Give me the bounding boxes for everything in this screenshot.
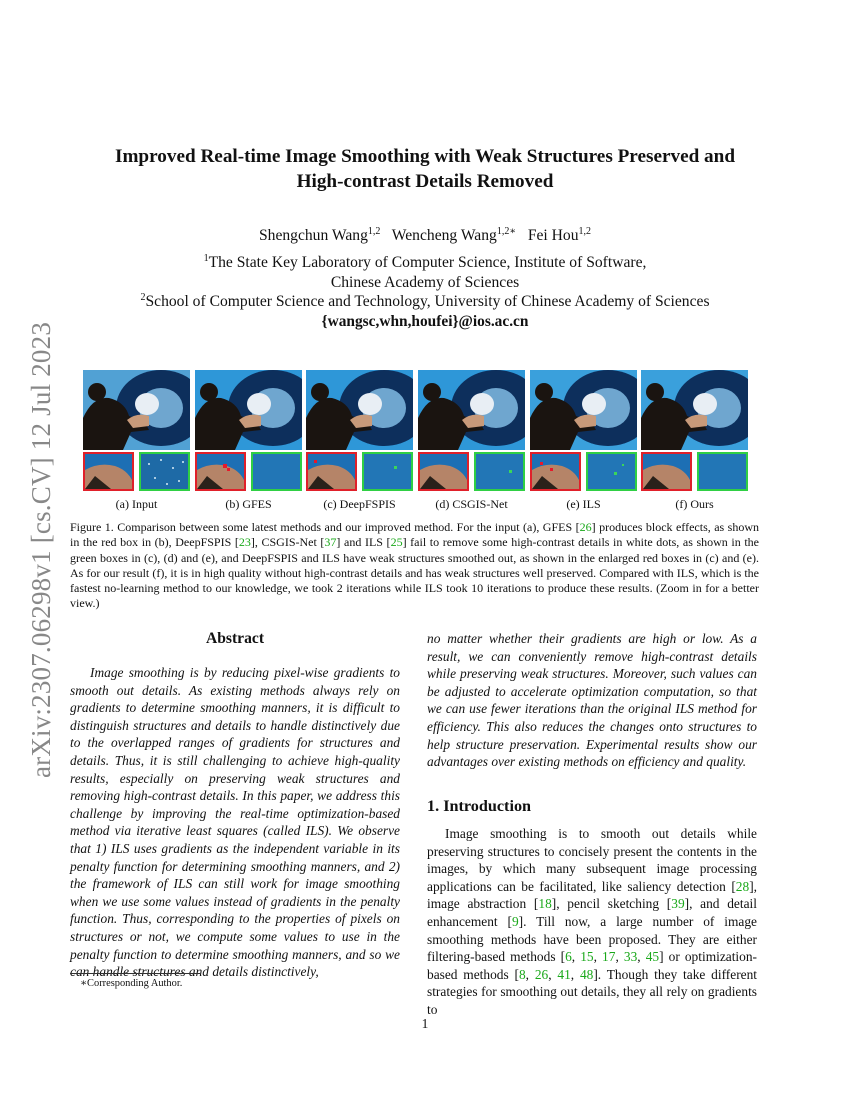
citation-link[interactable]: 48 bbox=[579, 966, 594, 982]
citation-link[interactable]: 15 bbox=[580, 949, 594, 965]
page-number: 1 bbox=[421, 1016, 429, 1031]
author-affiliation-mark: 1,2 bbox=[367, 226, 381, 237]
citation-link[interactable]: 9 bbox=[511, 913, 519, 929]
author-name: Fei Hou bbox=[527, 227, 579, 244]
panel-image bbox=[83, 370, 190, 450]
citation-link[interactable]: 25 bbox=[390, 535, 403, 550]
affiliation-text: The State Key Laboratory of Computer Science, Institute of Software, bbox=[208, 254, 647, 271]
section-heading-introduction: 1. Introduction bbox=[427, 797, 532, 815]
zoom-crop-red bbox=[83, 452, 134, 491]
panel-label: (d) CSGIS-Net bbox=[435, 497, 508, 511]
affiliation-1 bbox=[0, 253, 850, 273]
body-text: Image smoothing is to smooth out details while preserving structures to concisely present the contents in the images, by which many subsequent image processing applications can be facilitated, like saliency detection [ bbox=[427, 826, 757, 894]
body-text: ], and detail enhancement [ bbox=[427, 896, 757, 929]
author-name: Shengchun Wang bbox=[258, 227, 368, 244]
affiliation-mark: 1 bbox=[203, 253, 209, 264]
introduction-text: Image smoothing is to smooth out details while preserving structures to concisely present the contents in the images, by which many subsequent image processing applications can be facilitated, like saliency detection [28], image abstraction [18], pencil sketching [39], and detail enhancement [9]. Till now, a large number of image smoothing methods have been proposed. They are either filtering-based methods [6, 15, 17, 33, 45] or optimization-based methods [8, 26, 41, 48]. Though they take different strategies for smoothing out details, they all rely on gradients to bbox=[427, 826, 758, 1017]
caption-text: ] and ILS [ bbox=[336, 535, 391, 550]
affiliation-mark: 2 bbox=[140, 292, 146, 303]
paper-title bbox=[0, 144, 850, 194]
panel-image bbox=[195, 370, 302, 450]
citation-link[interactable]: 45 bbox=[645, 949, 660, 965]
zoom-crop-green bbox=[474, 452, 525, 491]
panel-image bbox=[641, 370, 748, 450]
zoom-crop-red bbox=[418, 452, 469, 491]
citation-link[interactable]: 17 bbox=[602, 949, 616, 965]
citation-link[interactable]: 8 bbox=[518, 966, 526, 982]
zoom-crop-red bbox=[195, 452, 246, 491]
abstract-text-continued: no matter whether their gradients are high or low. As a result, we can conveniently remove high-contrast details while preserving weak structures. Moreover, such values can be adjusted to accelerate optimization computation, so that we can use fewer iterations than the original ILS method for efficiency. This also reduces the changes onto structures to help structure preservation. Experimental results show our advantages over existing methods on efficiency and quality. bbox=[427, 631, 757, 770]
citation-link[interactable]: 26 bbox=[579, 520, 592, 534]
author-affiliation-mark: 1,2∗ bbox=[496, 226, 517, 237]
panel-label: (b) GFES bbox=[225, 497, 272, 511]
body-text: ]. Though they take different strategies for smoothing out details, they all rely on gradients to bbox=[427, 966, 758, 1017]
figure-caption bbox=[70, 520, 759, 612]
caption-text: ] produces block effects, as shown in the red box in (b), DeepFSPIS [ bbox=[70, 520, 759, 550]
abstract-heading: Abstract bbox=[205, 630, 265, 647]
zoom-crop-green bbox=[362, 452, 413, 491]
title-line-1: Improved Real-time Image Smoothing with Weak Structures Preserved and bbox=[114, 146, 735, 167]
footnote: ∗Corresponding Author. bbox=[80, 978, 183, 989]
author-affiliation-mark: 1,2 bbox=[578, 226, 592, 237]
body-text: ], image abstraction [ bbox=[427, 878, 757, 912]
body-text: ]. Till now, a large number of image smoothing methods have been proposed. They are either filtering-based methods [ bbox=[427, 913, 757, 965]
zoom-crop-red bbox=[530, 452, 581, 491]
affiliation-1-cont: Chinese Academy of Sciences bbox=[330, 274, 520, 291]
zoom-crop-green bbox=[586, 452, 637, 491]
zoom-crop-green bbox=[697, 452, 748, 491]
citation-link[interactable]: 39 bbox=[671, 896, 685, 912]
panel-label: (a) Input bbox=[115, 497, 158, 511]
abstract-text: Image smoothing is by reducing pixel-wise gradients to smooth out details. As existing methods always rely on gradients to determine smoothing manners, it is difficult to distinguish structures and details to handle distinctively due to the overlapped ranges of gradients for structures and details. Thus, it is still challenging to achieve high-quality results, especially on preserving weak structures and removing high-contrast details. In this paper, we address this challenge by improving the real-time optimization-based method via iterative least squares (called ILS). We observe that 1) ILS uses gradients as the independent variable in its penalty function for determining smoothing manners, and 2) the framework of ILS can still work for image smoothing when we use some values instead of gradients in the penalty function. Thus, corresponding to the properties of pixels on structures or not, we compute some values to use in the penalty function to determine smoothing manners, and so we can handle structures and details distinctively, bbox=[70, 665, 400, 980]
citation-link[interactable]: 26 bbox=[534, 966, 549, 982]
caption-text: ], CSGIS-Net [ bbox=[250, 535, 325, 550]
body-text: ], pencil sketching [ bbox=[551, 896, 672, 912]
citation-link[interactable]: 28 bbox=[735, 878, 750, 894]
affiliation-text: School of Computer Science and Technology, University of Chinese Academy of Sciences bbox=[145, 293, 710, 310]
citation-link[interactable]: 41 bbox=[557, 966, 571, 982]
body-text: ] or optimization-based methods [ bbox=[427, 949, 758, 982]
author-name: Wencheng Wang bbox=[391, 227, 497, 244]
panel-image bbox=[306, 370, 413, 450]
panel-label: (c) DeepFSPIS bbox=[323, 497, 396, 511]
arxiv-identifier: arXiv:2307.06298v1 [cs.CV] 12 Jul 2023 bbox=[26, 321, 56, 779]
zoom-crop-red bbox=[306, 452, 357, 491]
zoom-crop-green bbox=[251, 452, 302, 491]
footnote-divider bbox=[70, 973, 200, 974]
caption-text: ] fail to remove some high-contrast details in white dots, as shown in the green boxes in (c), (d) and (e), and DeepFSPIS and ILS have weak structures smoothed out, as shown in the enlarged red boxes in (c) and (e). As for our result (f), it is in high quality without high-contrast details and has weak structures well preserved. Compared with ILS, which is the fastest no-learning method to our knowledge, we took 2 iterations while ILS took 10 iterations to produce these results. (Zoom in for a better view.) bbox=[70, 535, 760, 611]
panel-image bbox=[418, 370, 525, 450]
panel-label: (e) ILS bbox=[566, 497, 601, 511]
panel-label: (f) Ours bbox=[675, 497, 714, 511]
citation-link[interactable]: 23 bbox=[238, 535, 251, 550]
author-email: {wangsc,whn,houfei}@ios.ac.cn bbox=[321, 313, 529, 330]
author-list bbox=[0, 226, 850, 246]
panel-image bbox=[530, 370, 637, 450]
title-line-2: High-contrast Details Removed bbox=[296, 171, 554, 192]
zoom-crop-green bbox=[139, 452, 190, 491]
citation-link[interactable]: 37 bbox=[324, 535, 337, 550]
citation-link[interactable]: 6 bbox=[565, 949, 572, 965]
citation-link[interactable]: 18 bbox=[538, 896, 552, 912]
affiliation-2 bbox=[0, 292, 850, 312]
citation-link[interactable]: 33 bbox=[623, 949, 638, 965]
caption-text: Figure 1. Comparison between some latest methods and our improved method. For the input (a), GFES [ bbox=[70, 520, 580, 534]
zoom-crop-red bbox=[641, 452, 692, 491]
